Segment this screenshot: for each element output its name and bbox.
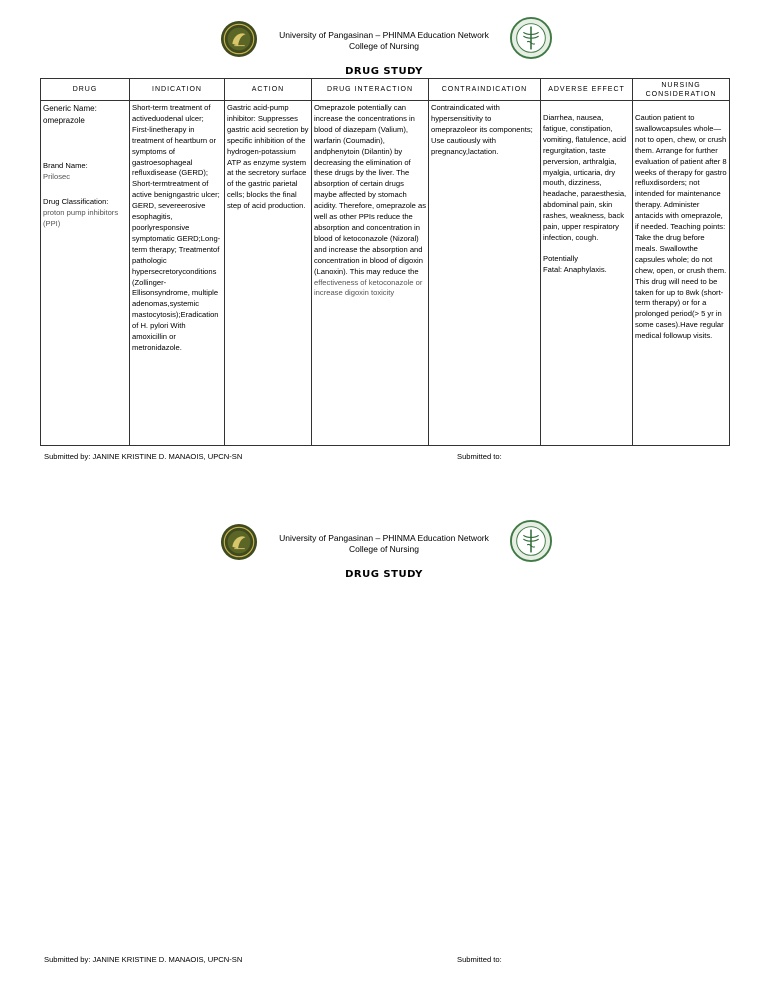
drug-study-page-2: [0, 503, 768, 1006]
drug-classification-value: proton pump inhibitors (PPI): [43, 207, 119, 228]
action-cell: Gastric acid-pump inhibitor: Suppresses gastric acid secretion by specific inhibition of the hydrogen-potassium ATP as enzyme system at the secretory surface of the gastric parietal cells; blocks the final step of acid production.: [225, 101, 312, 446]
document-title: DRUG STUDY: [345, 66, 423, 77]
indication-cell: Short-term treatment of activeduodenal ulcer; First-linetherapy in treatment of heartburn or symptoms of gastroesophageal refluxdisease (GERD); Short-termtreatment of active benigngastric ulcer; GERD, severeerosive esophagitis, poorlyresponsive symptomatic GERD;Long-term therapy; Treatmentof pathologic hypersecretoryconditions (Zollinger-Ellisonsyndrome, multiple adenomas,systemic mastocytosis);Eradication of H. pylori With amoxicillin or metronidazole.: [130, 101, 225, 446]
university-name: University of Pangasinan – PHINMA Education Network: [279, 533, 489, 543]
submitted-by: Submitted by: JANINE KRISTINE D. MANAOIS, UPCN-SN: [44, 955, 243, 964]
institution-header-text: [262, 30, 506, 52]
column-header-drug: DRUG: [41, 79, 130, 101]
adverse-effect-potential-label: Potentially: [543, 253, 579, 263]
page-header: [0, 20, 768, 60]
document-title: DRUG STUDY: [345, 569, 423, 580]
column-header-drug-interaction: DRUG INTERACTION: [312, 79, 429, 101]
university-seal-logo: [220, 523, 258, 561]
column-header-indication: INDICATION: [130, 79, 225, 101]
submission-footer: [44, 955, 744, 964]
drug-interaction-cell: [312, 101, 429, 446]
column-header-adverse-effect: ADVERSE EFFECT: [541, 79, 633, 101]
generic-name-label: Generic Name:: [43, 104, 97, 113]
nursing-consideration-cell: [633, 101, 730, 446]
college-name: College of Nursing: [349, 544, 419, 554]
drug-study-table: [40, 78, 730, 446]
university-seal-logo: [220, 20, 258, 58]
university-name: University of Pangasinan – PHINMA Education Network: [279, 30, 489, 40]
adverse-effect-cell: [541, 101, 633, 446]
submission-footer: [44, 452, 744, 461]
brand-name-label: Brand Name:: [43, 161, 88, 170]
column-header-nursing-consideration: NURSING CONSIDERATION: [633, 79, 730, 101]
college-name: College of Nursing: [349, 41, 419, 51]
submitted-by: Submitted by: JANINE KRISTINE D. MANAOIS, UPCN-SN: [44, 452, 243, 461]
column-header-contraindication: CONTRAINDICATION: [429, 79, 541, 101]
nursing-seal-logo: [510, 520, 552, 562]
adverse-effect-list: Diarrhea, nausea, fatigue, constipation, vomiting, flatulence, acid regurgitation, taste perversion, arthralgia, myalgia, urticaria, dry mouth, dizziness, headache, paraesthesia, abdominal pain, skin rashes, weakness, back pain, upper respiratory infection, cough.: [543, 113, 627, 242]
brand-name-value: Prilosec: [43, 171, 71, 181]
contraindication-cell: Contraindicated with hypersensitivity to omeprazoleor its components; Use cautiously with pregnancy,lactation.: [429, 101, 541, 446]
submitted-to: Submitted to:: [457, 955, 502, 964]
drug-classification-label: Drug Classification:: [43, 196, 109, 206]
adverse-effect-fatal: Fatal: Anaphylaxis.: [543, 264, 607, 274]
drug-interaction-text: Omeprazole potentially can increase the concentrations in blood of diazepam (Valium), warfarin (Coumadin), andphenytoin (Dilantin) by decreasing the elimination of these drugs by the liver. The absorption of certain drugs maybe affected by stomach acidity. Therefore, omeprazole as well as other PPIs reduce the absorption and concentration in blood of ketoconazole (Nizoral) and increase the absorption and concentration in blood of digoxin (Lanoxin). This may reduce the: [314, 103, 426, 276]
drug-interaction-continued-text: effectiveness of ketoconazole or increase digoxin toxicity: [314, 277, 423, 298]
table-header-row: [41, 79, 730, 101]
column-header-action: ACTION: [225, 79, 312, 101]
generic-name-value: omeprazole: [43, 116, 85, 125]
page-header: [0, 523, 768, 563]
drug-cell: [41, 101, 130, 446]
institution-header-text: [262, 533, 506, 555]
nursing-consideration-text: Caution patient to swallowcapsules whole—not to open, chew, or crush them. Arrange for further evaluation of patient after 8 weeks of therapy for gastro refluxdisorders; not intended for maintenance therapy. Administer antacids with omeprazole, if needed. Teaching points: Take the drug before meals. Swallowthe capsules whole; do not chew, open, or crush them. This drug will need to be taken for up to 8wk (short-term therapy) or for a prolonged period(> 5 yr in some cases).Have regular medical followup visits.: [635, 113, 727, 341]
table-row: [41, 101, 730, 446]
nursing-seal-logo: [510, 17, 552, 59]
submitted-to: Submitted to:: [457, 452, 502, 461]
